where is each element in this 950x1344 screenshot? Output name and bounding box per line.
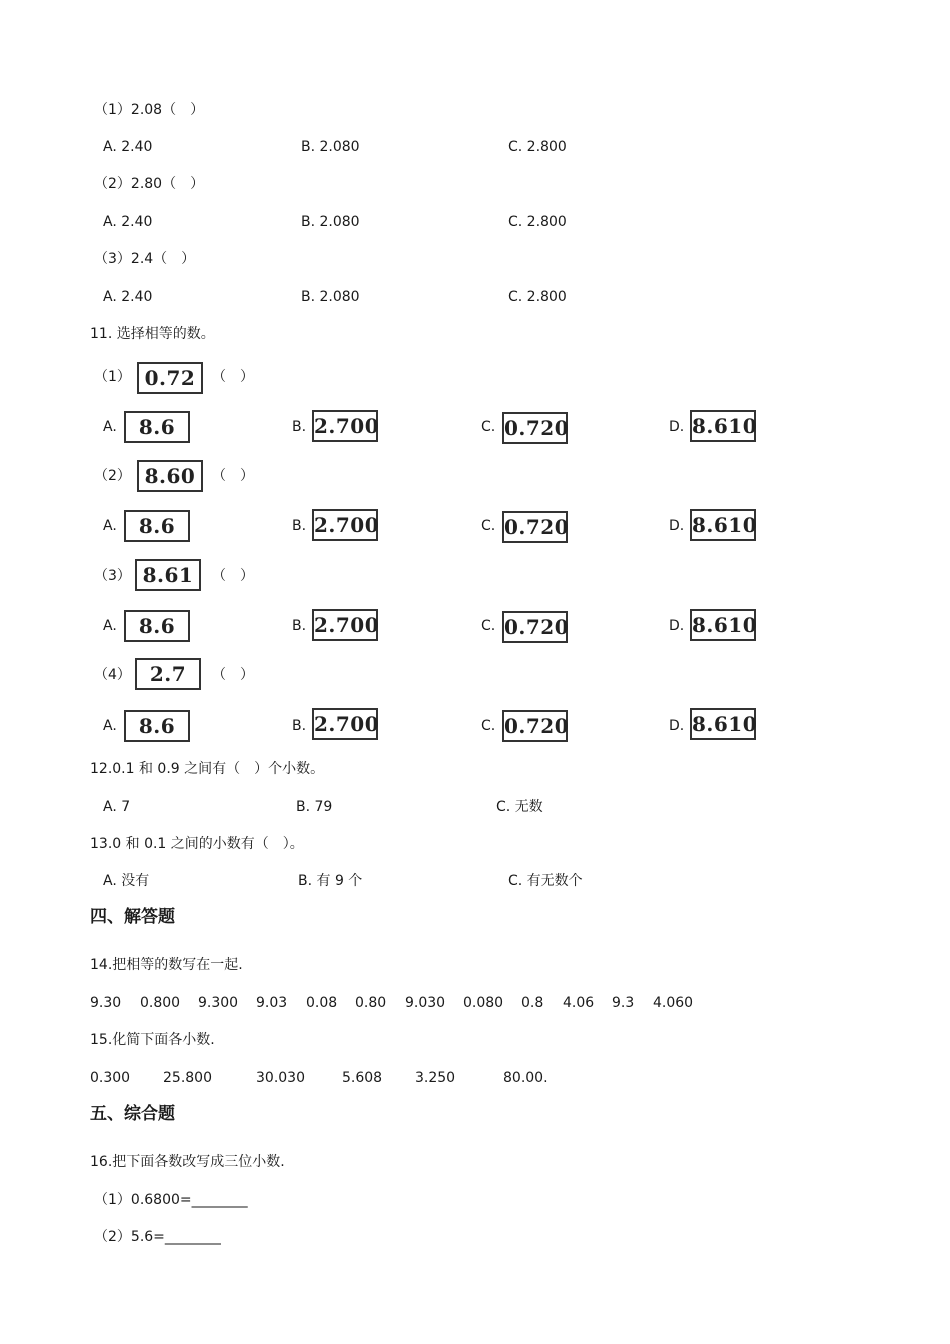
q11-part2-number: （2） <box>94 468 131 484</box>
q12-option-a: A. 7 <box>103 799 131 815</box>
q11-part1-letter-b: B. <box>292 419 307 435</box>
q11-part3-value-box: 8.61 <box>135 559 201 591</box>
q10-part2-label: （2）2.80（ ） <box>94 176 205 192</box>
q11-part2-letter-d: D. <box>669 518 685 534</box>
q11-part3-option-b-box: 2.700 <box>312 609 378 641</box>
q11-part3-letter-d: D. <box>669 618 685 634</box>
q10-part1-option-b: B. 2.080 <box>301 139 360 155</box>
q14-number: 9.300 <box>198 995 239 1011</box>
q11-part2-value-box: 8.60 <box>137 460 203 492</box>
q11-part1-option-a-box: 8.6 <box>124 411 190 443</box>
q14-number: 4.06 <box>563 995 595 1011</box>
q15-text: 15.化简下面各小数. <box>90 1032 215 1048</box>
q11-part4-option-a-box: 8.6 <box>124 710 190 742</box>
q11-part2-letter-c: C. <box>481 518 496 534</box>
q11-part4-letter-d: D. <box>669 718 685 734</box>
q13-option-c: C. 有无数个 <box>508 873 583 889</box>
q15-number: 0.300 <box>90 1070 131 1086</box>
q11-part2-letter-b: B. <box>292 518 307 534</box>
q11-part2-option-c-box: 0.720 <box>502 511 568 543</box>
q13-option-a: A. 没有 <box>103 873 150 889</box>
q14-number: 0.08 <box>306 995 338 1011</box>
q13-text: 13.0 和 0.1 之间的小数有（ ）。 <box>90 836 304 852</box>
q10-part1-label: （1）2.08（ ） <box>94 102 205 118</box>
q15-number: 5.608 <box>342 1070 383 1086</box>
section-4-heading: 四、解答题 <box>90 907 175 927</box>
q14-number: 4.060 <box>653 995 694 1011</box>
q11-part3-letter-a: A. <box>103 618 117 634</box>
q11-part2-option-a-box: 8.6 <box>124 510 190 542</box>
q11-part4-option-b-box: 2.700 <box>312 708 378 740</box>
q14-number: 9.3 <box>612 995 635 1011</box>
q11-part1-letter-a: A. <box>103 419 117 435</box>
q11-part1-letter-c: C. <box>481 419 496 435</box>
q10-part3-option-b: B. 2.080 <box>301 289 360 305</box>
q10-part3-option-c: C. 2.800 <box>508 289 567 305</box>
q15-number: 80.00. <box>503 1070 548 1086</box>
q11-part2-blank: （ ） <box>212 468 254 484</box>
q11-part3-option-c-box: 0.720 <box>502 611 568 643</box>
q11-part3-letter-b: B. <box>292 618 307 634</box>
q14-number: 9.030 <box>405 995 446 1011</box>
q11-part3-letter-c: C. <box>481 618 496 634</box>
q12-text: 12.0.1 和 0.9 之间有（ ）个小数。 <box>90 761 325 777</box>
q11-part2-letter-a: A. <box>103 518 117 534</box>
q15-number: 30.030 <box>256 1070 305 1086</box>
q14-number: 0.80 <box>355 995 387 1011</box>
q11-part1-number: （1） <box>94 369 131 385</box>
q11-part4-letter-a: A. <box>103 718 117 734</box>
q14-number: 0.8 <box>521 995 544 1011</box>
q10-part3-label: （3）2.4（ ） <box>94 251 196 267</box>
q15-number: 3.250 <box>415 1070 456 1086</box>
q11-part1-letter-d: D. <box>669 419 685 435</box>
q10-part3-option-a: A. 2.40 <box>103 289 153 305</box>
q11-part4-blank: （ ） <box>212 667 254 683</box>
q13-option-b: B. 有 9 个 <box>298 873 363 889</box>
q15-number: 25.800 <box>163 1070 212 1086</box>
q12-option-b: B. 79 <box>296 799 333 815</box>
q12-option-c: C. 无数 <box>496 799 543 815</box>
q11-part2-option-d-box: 8.610 <box>690 509 756 541</box>
q10-part1-option-a: A. 2.40 <box>103 139 153 155</box>
q14-text: 14.把相等的数写在一起. <box>90 957 243 973</box>
q14-number: 9.03 <box>256 995 288 1011</box>
q11-part4-option-c-box: 0.720 <box>502 710 568 742</box>
q11-part2-option-b-box: 2.700 <box>312 509 378 541</box>
q11-part1-value-box: 0.72 <box>137 362 203 394</box>
q16-text: 16.把下面各数改写成三位小数. <box>90 1154 285 1170</box>
q11-part3-option-d-box: 8.610 <box>690 609 756 641</box>
q11-part4-letter-c: C. <box>481 718 496 734</box>
q14-number: 0.080 <box>463 995 504 1011</box>
q11-part1-blank: （ ） <box>212 369 254 385</box>
q14-number: 0.800 <box>140 995 181 1011</box>
q11-part4-letter-b: B. <box>292 718 307 734</box>
q11-part1-option-b-box: 2.700 <box>312 410 378 442</box>
q16-part1: （1）0.6800=________ <box>94 1192 248 1208</box>
q11-part4-value-box: 2.7 <box>135 658 201 690</box>
q14-number: 9.30 <box>90 995 122 1011</box>
q16-part2: （2）5.6=________ <box>94 1229 221 1245</box>
q11-part1-option-c-box: 0.720 <box>502 412 568 444</box>
q10-part1-option-c: C. 2.800 <box>508 139 567 155</box>
q11-part3-blank: （ ） <box>212 568 254 584</box>
q11-part3-option-a-box: 8.6 <box>124 610 190 642</box>
q10-part2-option-c: C. 2.800 <box>508 214 567 230</box>
q11-part1-option-d-box: 8.610 <box>690 410 756 442</box>
q11-title: 11. 选择相等的数。 <box>90 326 215 342</box>
q11-part4-option-d-box: 8.610 <box>690 708 756 740</box>
q11-part4-number: （4） <box>94 667 131 683</box>
q10-part2-option-a: A. 2.40 <box>103 214 153 230</box>
q10-part2-option-b: B. 2.080 <box>301 214 360 230</box>
section-5-heading: 五、综合题 <box>90 1104 175 1124</box>
q11-part3-number: （3） <box>94 568 131 584</box>
